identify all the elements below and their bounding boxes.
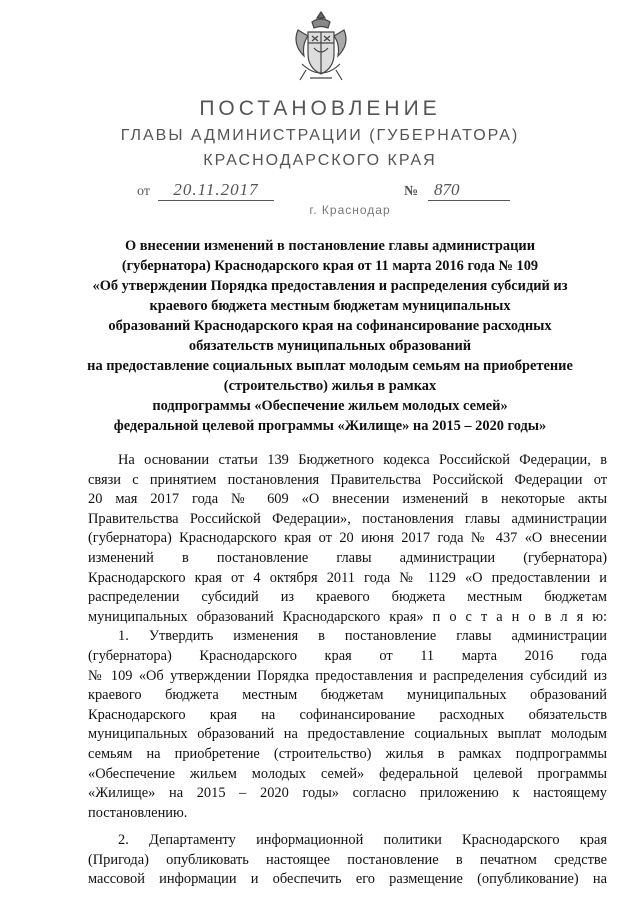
body-line: 2. Департаменту информационной политики Краснодарского края xyxy=(118,832,607,849)
document-type-heading: ПОСТАНОВЛЕНИЕ xyxy=(199,97,441,120)
body-line: Правительства Российской Федерации», постановления главы администрации xyxy=(88,510,607,527)
body-line: 20 мая 2017 года № 609 «О внесении изменений в некоторые акты xyxy=(88,491,607,508)
coat-of-arms-emblem xyxy=(290,8,352,86)
title-line: краевого бюджета местным бюджетам муниципальных xyxy=(149,298,511,314)
body-line: Краснодарского края от 4 октября 2011 года № 1129 «О предоставлении и xyxy=(88,569,607,586)
title-line: (строительство) жилья в рамках xyxy=(223,378,437,394)
body-line: семьям на приобретение (строительство) жилья в рамках подпрограммы xyxy=(88,745,607,762)
paragraph-item-2 xyxy=(88,831,607,890)
city-label: г. Краснодар xyxy=(309,203,391,217)
body-line: массовой информации и обеспечить его размещение (опубликование) на xyxy=(88,871,607,888)
body-line: постановлению. xyxy=(88,804,188,821)
body-line: изменений в постановление главы администрации (губернатора) xyxy=(88,549,607,566)
document-body xyxy=(88,451,607,890)
title-line: обязательств муниципальных образований xyxy=(188,338,472,354)
title-line: федеральной целевой программы «Жилище» на 2015 – 2020 годы» xyxy=(113,418,547,434)
body-line: 1. Утвердить изменения в постановление главы администрации xyxy=(118,628,607,645)
title-line: подпрограммы «Обеспечение жильем молодых семей» xyxy=(152,398,508,414)
title-line: на предоставление социальных выплат молодым семьям на приобретение xyxy=(87,358,573,374)
body-line: На основании статьи 139 Бюджетного кодекса Российской Федерации, в xyxy=(118,452,607,468)
body-line: (губернатора) Краснодарского края от 11 марта 2016 года xyxy=(88,647,607,664)
body-line: муниципальных образований Краснодарского края» п о с т а н о в л я ю: xyxy=(88,608,607,625)
region-heading: КРАСНОДАРСКОГО КРАЯ xyxy=(203,152,437,169)
body-line: распределении субсидий из краевого бюджета местным бюджетам xyxy=(88,589,607,606)
paragraph-item-1 xyxy=(88,627,607,823)
body-line: краевого бюджета местным бюджетам муниципальных образований xyxy=(88,687,607,704)
body-line: «Обеспечение жильем молодых семей» федеральной целевой программы xyxy=(88,765,607,782)
body-line: связи с принятием постановления Правительства Российской Федерации от xyxy=(88,471,607,488)
body-line: «Жилище» на 2015 – 2020 годы» согласно приложению к настоящему xyxy=(88,785,607,802)
title-line: О внесении изменений в постановление главы администрации xyxy=(124,238,535,254)
document-number: 870 xyxy=(428,180,510,201)
paragraph-preamble xyxy=(88,451,607,627)
body-line: муниципальных образований на предоставление социальных выплат молодым xyxy=(88,726,607,743)
body-line: (губернатора) Краснодарского края от 20 июня 2017 года № 437 «О внесении xyxy=(88,530,607,547)
number-prefix: № xyxy=(404,184,419,199)
title-line: образований Краснодарского края на софинансирование расходных xyxy=(108,318,552,334)
body-line: Краснодарского края на софинансирование расходных обязательств xyxy=(88,706,607,723)
body-line: (Пригода) опубликовать настоящее постановление в печатном средстве xyxy=(88,851,607,868)
issuer-heading: ГЛАВЫ АДМИНИСТРАЦИИ (ГУБЕРНАТОРА) xyxy=(120,127,520,144)
title-line: «Об утверждении Порядка предоставления и распределения субсидий из xyxy=(92,278,568,294)
body-line: № 109 «Об утверждении Порядка предоставления и распределения субсидий из xyxy=(88,667,607,684)
title-line: (губернатора) Краснодарского края от 11 марта 2016 года № 109 xyxy=(121,258,539,274)
document-title xyxy=(85,236,575,436)
document-date: 20.11.2017 xyxy=(158,180,274,201)
date-prefix: от xyxy=(137,184,150,199)
